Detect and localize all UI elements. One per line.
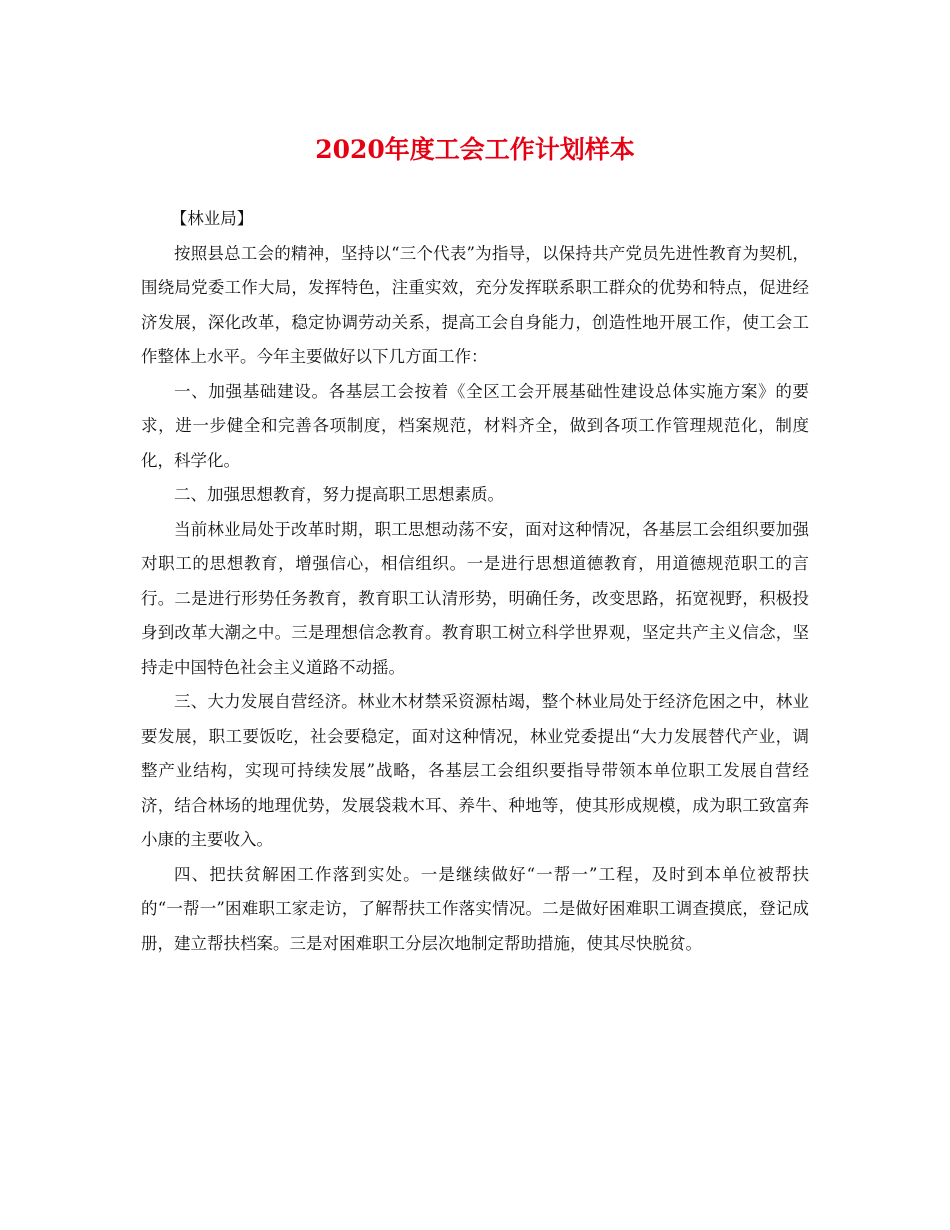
paragraph-section-2-body: 当前林业局处于改革时期，职工思想动荡不安，面对这种情况，各基层工会组织要加强对职工的思想教育，增强信心，相信组织。一是进行思想道德教育，用道德规范职工的言行。二是进行形势任务教育，教育职工认清形势，明确任务，改变思路，拓宽视野，积极投身到改革大潮之中。三是理想信念教育。教育职工树立科学世界观，坚定共产主义信念，坚持走中国特色社会主义道路不动摇。 (141, 519, 809, 677)
paragraph-intro: 按照县总工会的精神，坚持以“三个代表”为指导，以保持共产党员先进性教育为契机，围绕局党委工作大局，发挥特色，注重实效，充分发挥联系职工群众的优势和特点，促进经济发展，深化改革，稳定协调劳动关系，提高工会自身能力，创造性地开展工作，使工会工作整体上水平。今年主要做好以下几方面工作： (141, 243, 809, 366)
paragraph-section-2-heading: 二、加强思想教育，努力提高职工思想素质。 (174, 485, 504, 504)
document-body (141, 202, 809, 961)
paragraph-source: 【林业局】 (170, 209, 254, 228)
document-title: 2020年度工会工作计划样本 (315, 135, 635, 164)
paragraph-section-4: 四、把扶贫解困工作落到实处。一是继续做好“一帮一”工程，及时到本单位被帮扶的“一帮一”困难职工家走访，了解帮扶工作落实情况。二是做好困难职工调查摸底，登记成册，建立帮扶档案。三是对困难职工分层次地制定帮助措施，使其尽快脱贫。 (141, 864, 809, 953)
paragraph-section-1: 一、加强基础建设。各基层工会按着《全区工会开展基础性建设总体实施方案》的要求，进一步健全和完善各项制度，档案规范，材料齐全，做到各项工作管理规范化，制度化，科学化。 (141, 381, 809, 470)
paragraph-section-3: 三、大力发展自营经济。林业木材禁采资源枯竭，整个林业局处于经济危困之中，林业要发展，职工要饭吃，社会要稳定，面对这种情况，林业党委提出“大力发展替代产业，调整产业结构，实现可持续发展”战略，各基层工会组织要指导带领本单位职工发展自营经济，结合林场的地理优势，发展袋栽木耳、养牛、种地等，使其形成规模，成为职工致富奔小康的主要收入。 (141, 692, 809, 849)
